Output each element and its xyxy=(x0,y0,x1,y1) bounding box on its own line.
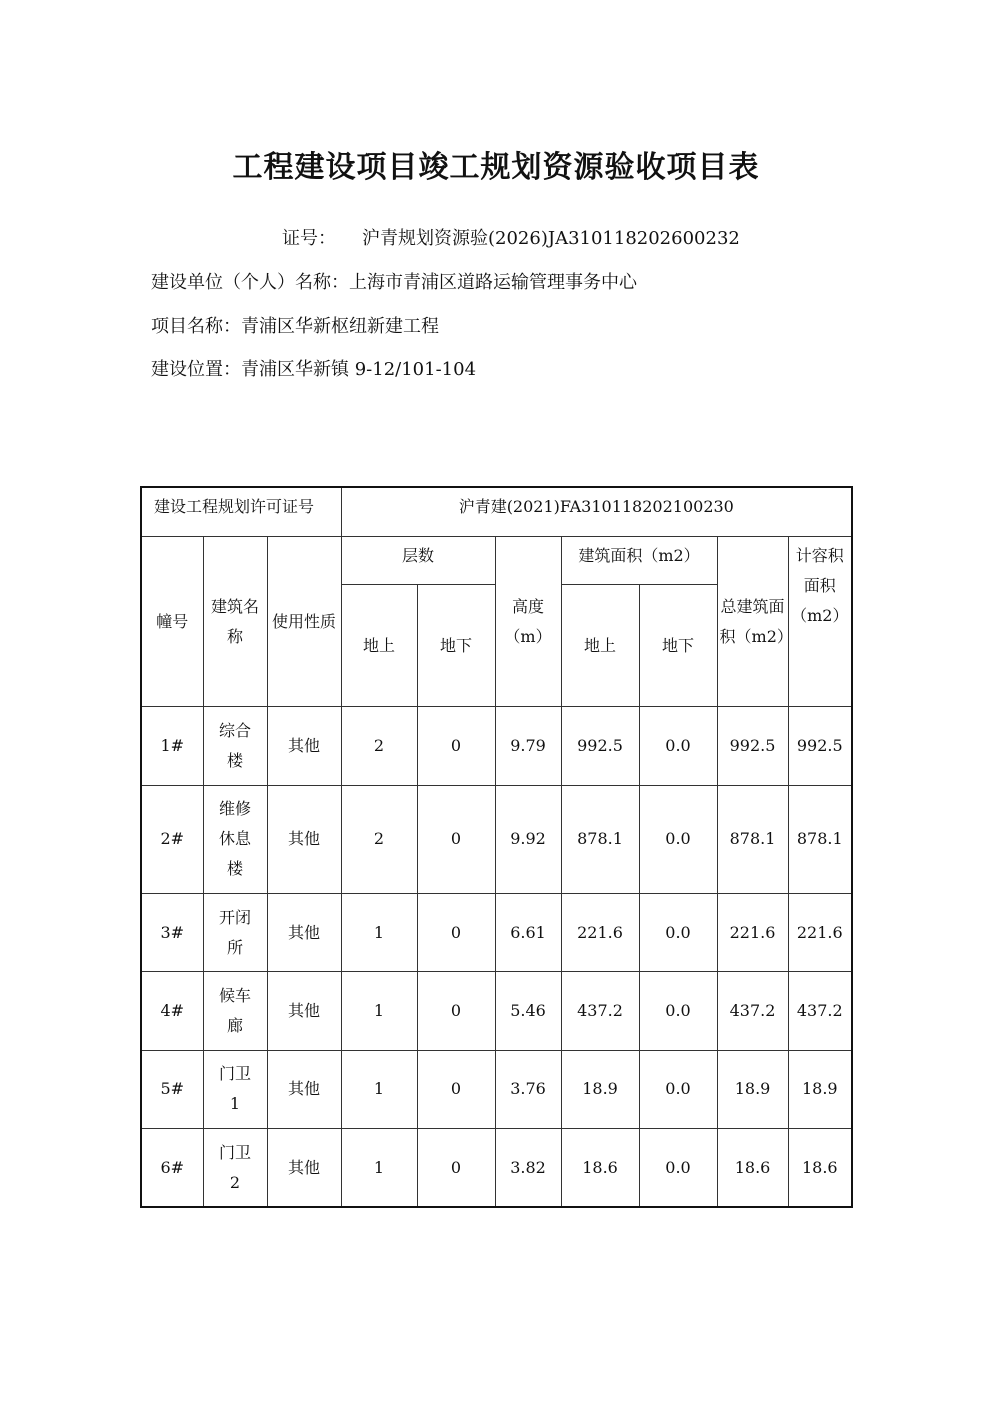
info-builder xyxy=(151,268,637,294)
cell-name: 开闭所 xyxy=(203,894,267,972)
cell-total: 221.6 xyxy=(717,894,788,972)
cell-area-below: 0.0 xyxy=(639,785,717,893)
location-label: 建设位置： xyxy=(151,359,241,380)
cell-total: 992.5 xyxy=(717,707,788,785)
cell-usage: 其他 xyxy=(267,707,341,785)
cell-above: 2 xyxy=(341,707,417,785)
cell-above: 1 xyxy=(341,972,417,1050)
cell-usage: 其他 xyxy=(267,894,341,972)
location-value: 青浦区华新镇 9-12/101-104 xyxy=(241,359,477,380)
cell-no: 4# xyxy=(141,972,203,1050)
cell-name: 门卫2 xyxy=(203,1129,267,1207)
cell-name: 候车廊 xyxy=(203,972,267,1050)
cell-height: 3.76 xyxy=(495,1050,561,1128)
header-floors: 层数 xyxy=(341,536,495,584)
cell-above: 2 xyxy=(341,785,417,893)
certificate-label: 证号： xyxy=(282,228,336,249)
header-building-name: 建筑名称 xyxy=(203,536,267,707)
cell-above: 1 xyxy=(341,1129,417,1207)
info-project xyxy=(151,312,439,338)
table-row xyxy=(141,785,852,893)
cell-below: 0 xyxy=(417,785,495,893)
cell-no: 5# xyxy=(141,1050,203,1128)
cell-usage: 其他 xyxy=(267,1129,341,1207)
certificate-line xyxy=(282,224,740,250)
cell-usage: 其他 xyxy=(267,972,341,1050)
permit-row xyxy=(141,487,852,536)
cell-no: 1# xyxy=(141,707,203,785)
cell-height: 9.79 xyxy=(495,707,561,785)
builder-label: 建设单位（个人）名称： xyxy=(151,272,349,293)
header-floors-above: 地上 xyxy=(341,584,417,707)
header-area-below: 地下 xyxy=(639,584,717,707)
cell-below: 0 xyxy=(417,1050,495,1128)
cell-above: 1 xyxy=(341,894,417,972)
cell-no: 2# xyxy=(141,785,203,893)
cell-name: 门卫1 xyxy=(203,1050,267,1128)
cell-area-above: 992.5 xyxy=(561,707,639,785)
cell-far: 18.9 xyxy=(788,1050,852,1128)
cell-below: 0 xyxy=(417,972,495,1050)
header-area: 建筑面积（m2） xyxy=(561,536,717,584)
table-row xyxy=(141,707,852,785)
cell-height: 6.61 xyxy=(495,894,561,972)
project-label: 项目名称： xyxy=(151,316,241,337)
cell-area-above: 18.9 xyxy=(561,1050,639,1128)
cell-area-below: 0.0 xyxy=(639,1129,717,1207)
table-row xyxy=(141,894,852,972)
header-usage: 使用性质 xyxy=(267,536,341,707)
header-row-1 xyxy=(141,536,852,584)
cell-height: 5.46 xyxy=(495,972,561,1050)
cell-above: 1 xyxy=(341,1050,417,1128)
cell-far: 878.1 xyxy=(788,785,852,893)
table-row xyxy=(141,1050,852,1128)
cell-area-above: 221.6 xyxy=(561,894,639,972)
cell-below: 0 xyxy=(417,894,495,972)
cell-far: 437.2 xyxy=(788,972,852,1050)
permit-label: 建设工程规划许可证号 xyxy=(141,487,341,536)
cell-below: 0 xyxy=(417,707,495,785)
permit-number: 沪青建(2021)FA310118202100230 xyxy=(341,487,852,536)
header-total-area: 总建筑面积（m2） xyxy=(717,536,788,707)
cell-area-above: 437.2 xyxy=(561,972,639,1050)
builder-value: 上海市青浦区道路运输管理事务中心 xyxy=(349,272,637,293)
cell-far: 18.6 xyxy=(788,1129,852,1207)
cell-total: 437.2 xyxy=(717,972,788,1050)
header-building-no: 幢号 xyxy=(141,536,203,707)
header-floors-below: 地下 xyxy=(417,584,495,707)
cell-area-below: 0.0 xyxy=(639,707,717,785)
info-location xyxy=(151,355,476,381)
cell-area-above: 878.1 xyxy=(561,785,639,893)
cell-total: 18.6 xyxy=(717,1129,788,1207)
cell-below: 0 xyxy=(417,1129,495,1207)
cell-area-below: 0.0 xyxy=(639,1050,717,1128)
cell-name: 维修休息楼 xyxy=(203,785,267,893)
cell-total: 18.9 xyxy=(717,1050,788,1128)
cell-area-below: 0.0 xyxy=(639,894,717,972)
header-far-area: 计容积面积（m2） xyxy=(788,536,852,707)
cell-usage: 其他 xyxy=(267,785,341,893)
cell-area-above: 18.6 xyxy=(561,1129,639,1207)
project-value: 青浦区华新枢纽新建工程 xyxy=(241,316,439,337)
cell-total: 878.1 xyxy=(717,785,788,893)
header-area-above: 地上 xyxy=(561,584,639,707)
certificate-number: 沪青规划资源验(2026)JA310118202600232 xyxy=(362,228,740,249)
document-title: 工程建设项目竣工规划资源验收项目表 xyxy=(232,150,760,185)
cell-name: 综合楼 xyxy=(203,707,267,785)
cell-usage: 其他 xyxy=(267,1050,341,1128)
table-row xyxy=(141,1129,852,1207)
header-height: 高度（m） xyxy=(495,536,561,707)
cell-no: 6# xyxy=(141,1129,203,1207)
acceptance-table xyxy=(140,486,853,1208)
cell-area-below: 0.0 xyxy=(639,972,717,1050)
cell-height: 3.82 xyxy=(495,1129,561,1207)
cell-height: 9.92 xyxy=(495,785,561,893)
cell-far: 221.6 xyxy=(788,894,852,972)
table-row xyxy=(141,972,852,1050)
cell-no: 3# xyxy=(141,894,203,972)
cell-far: 992.5 xyxy=(788,707,852,785)
